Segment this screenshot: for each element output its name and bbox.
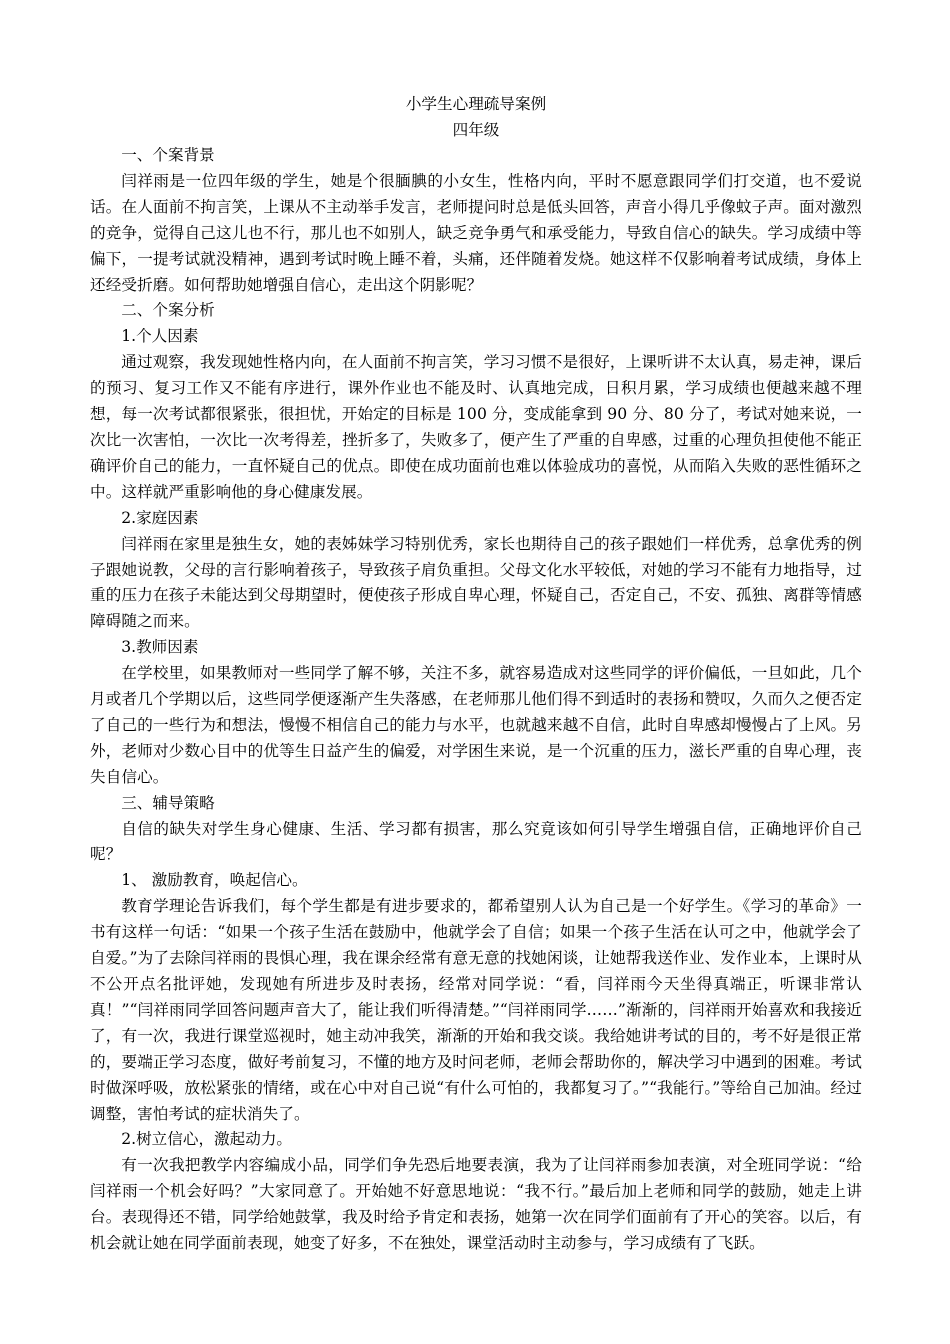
document-title: 小学生心理疏导案例 [405, 95, 547, 113]
body-paragraph: 通过观察，我发现她性格内向，在人面前不拘言笑，学习习惯不是很好，上课听讲不太认真，易走神，课后的预习、复习工作又不能有序进行，课外作业也不能及时、认真地完成，日积月累，学习成绩也便越来越不理想，每一次考试都很紧张，很担忧，开始定的目标是 100 分，变成能拿到 90 分、80 分了，考试对她来说，一次比一次害怕，一次比一次考得差，挫折多了，失败多了，便产生了严重的自卑感，过重的心理负担使他不能正确评价自己的能力，一直怀疑自己的优点。即使在成功面前也难以体验成功的喜悦，从而陷入失败的恶性循环之中。这样就严重影响他的身心健康发展。 [90, 353, 862, 501]
body-paragraph: 在学校里，如果教师对一些同学了解不够，关注不多，就容易造成对这些同学的评价偏低，一旦如此，几个月或者几个学期以后，这些同学便逐渐产生失落感，在老师那儿他们得不到适时的表扬和赞叹，久而久之便否定了自己的一些行为和想法，慢慢不相信自己的能力与水平，也就越来越不自信，此时自卑感却慢慢占了上风。另外，老师对少数心目中的优等生日益产生的偏爱，对学困生来说，是一个沉重的压力，滋长严重的自卑心理，丧失自信心。 [90, 664, 862, 786]
document-body [90, 143, 862, 1257]
section-heading: 2.家庭因素 [121, 508, 199, 527]
body-paragraph: 教育学理论告诉我们，每个学生都是有进步要求的，都希望别人认为自己是一个好学生。《学习的革命》一书有这样一句话：“如果一个孩子生活在鼓励中，他就学会了自信；如果一个孩子生活在认可之中，他就学会了自爱。”为了去除闫祥雨的畏惧心理，我在课余经常有意无意的找她闲谈，让她帮我送作业、发作业本，上课时从不公开点名批评她，发现她有所进步及时表扬，经常对同学说：“看，闫祥雨今天坐得真端正，听课非常认真！”“闫祥雨同学回答问题声音大了，能让我们听得清楚。”“闫祥雨同学……”渐渐的，闫祥雨开始喜欢和我接近了，有一次，我进行课堂巡视时，她主动冲我笑，渐渐的开始和我交谈。我给她讲考试的目的，考不好是很正常的，要端正学习态度，做好考前复习，不懂的地方及时问老师，老师会帮助你的，解决学习中遇到的困难。考试时做深呼吸，放松紧张的情绪，或在心中对自己说“有什么可怕的，我都复习了。”“我能行。”等给自己加油。经过调整，害怕考试的症状消失了。 [90, 897, 862, 1123]
section-heading: 2.树立信心，激起动力。 [121, 1130, 293, 1149]
section-heading: 1、 激励教育，唤起信心。 [121, 871, 308, 890]
section-heading: 3.教师因素 [121, 638, 199, 657]
section-heading: 一、个案背景 [121, 146, 215, 164]
document-subtitle: 四年级 [452, 121, 500, 139]
body-paragraph: 闫祥雨是一位四年级的学生，她是个很腼腆的小女生，性格内向，平时不愿意跟同学们打交道，也不爱说话。在人面前不拘言笑，上课从不主动举手发言，老师提问时总是低头回答，声音小得几乎像蚊子声。面对激烈的竞争，觉得自己这儿也不行，那儿也不如别人，缺乏竞争勇气和承受能力，导致自信心的缺失。学习成绩中等偏下，一提考试就没精神，遇到考试时晚上睡不着，头痛，还伴随着发烧。她这样不仅影响着考试成绩，身体上还经受折磨。如何帮助她增强自信心，走出这个阴影呢？ [90, 171, 862, 294]
body-paragraph: 闫祥雨在家里是独生女，她的表姊妹学习特别优秀，家长也期待自己的孩子跟她们一样优秀，总拿优秀的例子跟她说教，父母的言行影响着孩子，导致孩子肩负重担。父母文化水平较低，对她的学习不能有力地指导，过重的压力在孩子未能达到父母期望时，便使孩子形成自卑心理，怀疑自己，否定自己，不安、孤独、离群等情感障碍随之而来。 [90, 534, 862, 631]
section-heading: 二、个案分析 [121, 301, 215, 320]
document-page [90, 91, 862, 1257]
section-heading: 三、辅导策略 [121, 793, 215, 812]
section-heading: 1.个人因素 [121, 327, 199, 346]
body-paragraph: 自信的缺失对学生身心健康、生活、学习都有损害，那么究竟该如何引导学生增强自信，正确地评价自己呢？ [90, 819, 862, 864]
body-paragraph: 有一次我把教学内容编成小品，同学们争先恐后地要表演，我为了让闫祥雨参加表演，对全班同学说：“给闫祥雨一个机会好吗？”大家同意了。开始她不好意思地说：“我不行。”最后加上老师和同学的鼓励，她走上讲台。表现得还不错，同学给她鼓掌，我及时给予肯定和表扬，她第一次在同学们面前有了开心的笑容。以后，有机会就让她在同学面前表现，她变了好多，不在独处，课堂活动时主动参与，学习成绩有了飞跃。 [90, 1156, 862, 1253]
